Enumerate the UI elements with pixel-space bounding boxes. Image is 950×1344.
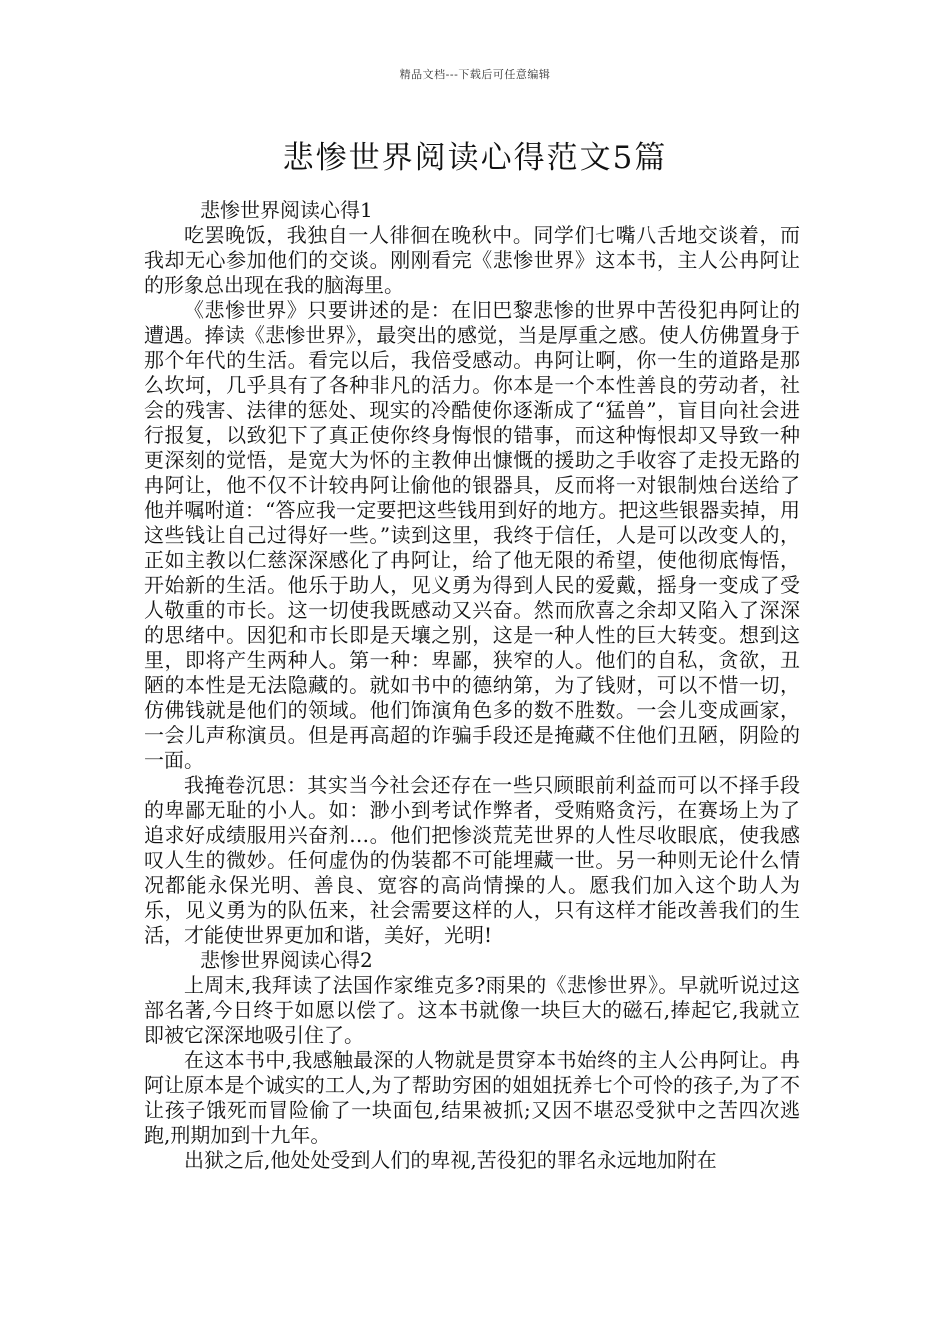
paragraph: 上周末,我拜读了法国作家维克多?雨果的《悲惨世界》。早就听说过这部名著,今日终于如愿以偿了。这本书就像一块巨大的磁石,捧起它,我就立即被它深深地吸引住了。 <box>144 973 800 1047</box>
paragraph: 我掩卷沉思：其实当今社会还存在一些只顾眼前利益而可以不择手段的卑鄙无耻的小人。如：渺小到考试作弊者，受贿赂贪污，在赛场上为了追求好成绩服用兴奋剂…。他们把惨淡荒芜世界的人性尽收眼底，使我感叹人生的微妙。任何虚伪的伪装都不可能埋藏一世。另一种则无论什么情况都能永保光明、善良、宽容的高尚情操的人。愿我们加入这个助人为乐，见义勇为的队伍来，社会需要这样的人，只有这样才能改善我们的生活，才能使世界更加和谐，美好，光明! <box>144 773 800 947</box>
document-body <box>144 198 800 1173</box>
section-heading: 悲惨世界阅读心得1 <box>200 198 373 222</box>
paragraph: 吃罢晚饭，我独自一人徘徊在晚秋中。同学们七嘴八舌地交谈着，而我却无心参加他们的交谈。刚刚看完《悲惨世界》这本书，主人公冉阿让的形象总出现在我的脑海里。 <box>144 223 800 297</box>
document-title: 悲惨世界阅读心得范文5篇 <box>282 140 668 176</box>
paragraph: 出狱之后,他处处受到人们的卑视,苦役犯的罪名永远地加附在 <box>184 1148 717 1172</box>
section-heading: 悲惨世界阅读心得2 <box>200 948 373 972</box>
paragraph: 在这本书中,我感触最深的人物就是贯穿本书始终的主人公冉阿让。冉阿让原本是个诚实的工人,为了帮助穷困的姐姐抚养七个可怜的孩子,为了不让孩子饿死而冒险偷了一块面包,结果被抓;又因不堪忍受狱中之苦四次逃跑,刑期加到十九年。 <box>144 1048 800 1147</box>
paragraph: 《悲惨世界》只要讲述的是：在旧巴黎悲惨的世界中苦役犯冉阿让的遭遇。捧读《悲惨世界》，最突出的感觉，当是厚重之感。使人仿佛置身于那个年代的生活。看完以后，我倍受感动。冉阿让啊，你一生的道路是那么坎坷，几乎具有了各种非凡的活力。你本是一个本性善良的劳动者，社会的残害、法律的惩处、现实的冷酷使你逐渐成了“猛兽”，盲目向社会进行报复，以致犯下了真正使你终身悔恨的错事，而这种悔恨却又导致一种更深刻的觉悟，是宽大为怀的主教伸出慷慨的援助之手收容了走投无路的冉阿让，他不仅不计较冉阿让偷他的银器具，反而将一对银制烛台送给了他并嘱咐道：“答应我一定要把这些钱用到好的地方。把这些银器卖掉，用这些钱让自己过得好一些。”读到这里，我终于信任，人是可以改变人的，正如主教以仁慈深深感化了冉阿让，给了他无限的希望，使他彻底悔悟，开始新的生活。他乐于助人，见义勇为得到人民的爱戴，摇身一变成了受人敬重的市长。这一切使我既感动又兴奋。然而欣喜之余却又陷入了深深的思绪中。因犯和市长即是天壤之别，这是一种人性的巨大转变。想到这里，即将产生两种人。第一种：卑鄙，狭窄的人。他们的自私，贪欲，丑陋的本性是无法隐藏的。就如书中的德纳第，为了钱财，可以不惜一切，仿佛钱就是他们的领域。他们饰演角色多的数不胜数。一会儿变成画家，一会儿声称演员。但是再高超的诈骗手段还是掩藏不住他们丑陋，阴险的一面。 <box>144 298 800 772</box>
page-header: 精品文档---下载后可任意编辑 <box>399 68 551 81</box>
